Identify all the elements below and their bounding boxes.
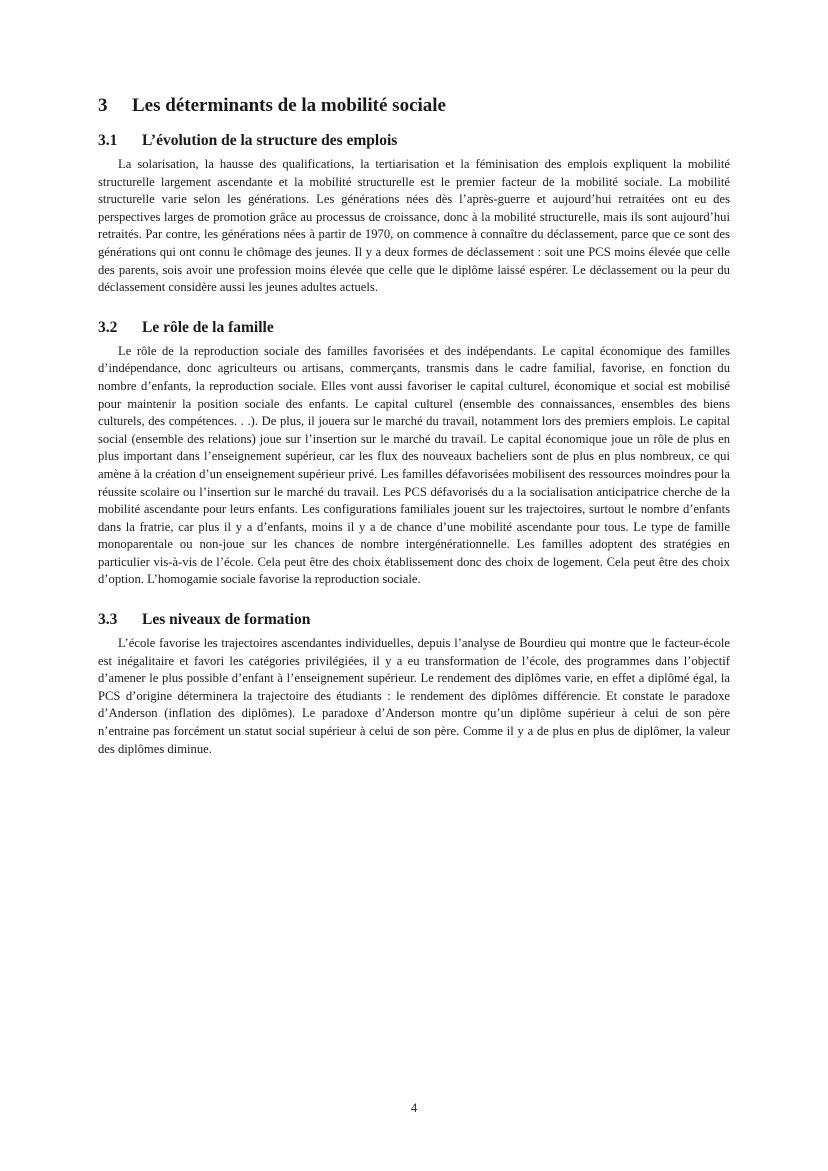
subsection-title: Le rôle de la famille (142, 318, 274, 336)
subsection-number: 3.1 (98, 132, 118, 149)
document-page (98, 92, 730, 778)
subsection-heading-2 (98, 317, 730, 339)
paragraph-structure-emplois: La solarisation, la hausse des qualifications, la tertiarisation et la féminisation des emplois expliquent la mobilité structurelle largement ascendante et la mobilité structurelle est le premier facteur de la mobilité sociale. La mobilité structurelle varie selon les générations. Les générations nées dès l’après-guerre et aujourd’hui retraitées ont eu des perspectives larges de promotion grâce au processus de croissance, donc à la mobilité structurelle, mais ils sont aujourd’hui retraités. Par contre, les générations nées à partir de 1970, on commence à connaître du déclassement, parce que ce sont des générations qui ont connu le chômage des jeunes. Il y a deux formes de déclassement : soit une PCS moins élevée que celle des parents, sois avoir une profession moins élevée que celle que le diplôme laissé espérer. Le déclassement ou la peur du déclassement considère aussi les jeunes adultes actuels. (98, 157, 730, 295)
subsection-title: Les niveaux de formation (142, 611, 311, 629)
subsection-number: 3.2 (98, 318, 118, 336)
paragraph-niveaux-formation: L’école favorise les trajectoires ascendantes individuelles, depuis l’analyse de Bourdieu qui montre que le facteur-école est inégalitaire et favori les catégories privilégiées, il y a eu transformation de l’école, des programmes dans l’objectif d’amener le plus possible d’enfant à l’enseignement supérieur. Le rendement des diplômes varie, en effet a diplômé égal, la PCS d’origine déterminera la trajectoire des étudiants : le rendement des diplômes différencie. Et constate le paradoxe d’Anderson (inflation des diplômes). Le paradoxe d’Anderson montre qu’un diplôme supérieur à celui de son père n’entraine pas forcément un statut social supérieur à celui de son père. Comme il y a de plus en plus de diplômer, la valeur des diplômes diminue. (98, 636, 730, 756)
subsection-heading-1 (98, 130, 730, 152)
paragraph-role-famille: Le rôle de la reproduction sociale des familles favorisées et des indépendants. Le capital économique des familles d’indépendance, donc agriculteurs ou artisans, commerçants, transmis dans le cadre familial, favorise, en fonction du nombre d’enfants, la reproduction sociale. Elles vont aussi favoriser le capital culturel, économique et social est mobilisé pour maintenir la position sociale des enfants. Le capital culturel (ensemble des connaissances, ensembles des biens culturels, des compétences. . .). De plus, il jouera sur le marché du travail, notamment lors des premiers emplois. Le capital social (ensemble des relations) joue sur l’insertion sur le marché du travail. Le capital économique joue un rôle de plus en plus important dans l’enseignement supérieur, car les flux des nouveaux bacheliers sont de plus en plus nombreux, ce qui amène à la création d’un enseignement supérieur privé. Les familles défavorisées mobilisent des ressources moindres pour la réussite scolaire ou l’insertion sur le marché du travail. Les PCS défavorisés du a la socialisation anticipatrice cherche de la mobilité ascendante pour leurs enfants. Les configurations familiales jouent sur les trajectoires, surtout le nombre d’enfants dans la fratrie, car plus il y a d’enfants, moins il y a de chance d’une mobilité ascendante pour tous. Le type de famille monoparentale ou non-joue sur les chances de nombre intergénérationnelle. Les familles adoptent des stratégies en particulier vis-à-vis de l’école. Cela peut être des choix établissement donc des choix de logement. Cela peut être des choix d’option. L’homogamie sociale favorise la reproduction sociale. (98, 343, 730, 587)
section-number: 3 (98, 95, 108, 116)
section-title: Les déterminants de la mobilité sociale (132, 95, 446, 116)
page-number: 4 (410, 1101, 418, 1115)
subsection-number: 3.3 (98, 611, 118, 629)
section-heading (98, 92, 730, 120)
subsection-title: L’évolution de la structure des emplois (142, 132, 398, 149)
subsection-heading-3 (98, 609, 730, 631)
